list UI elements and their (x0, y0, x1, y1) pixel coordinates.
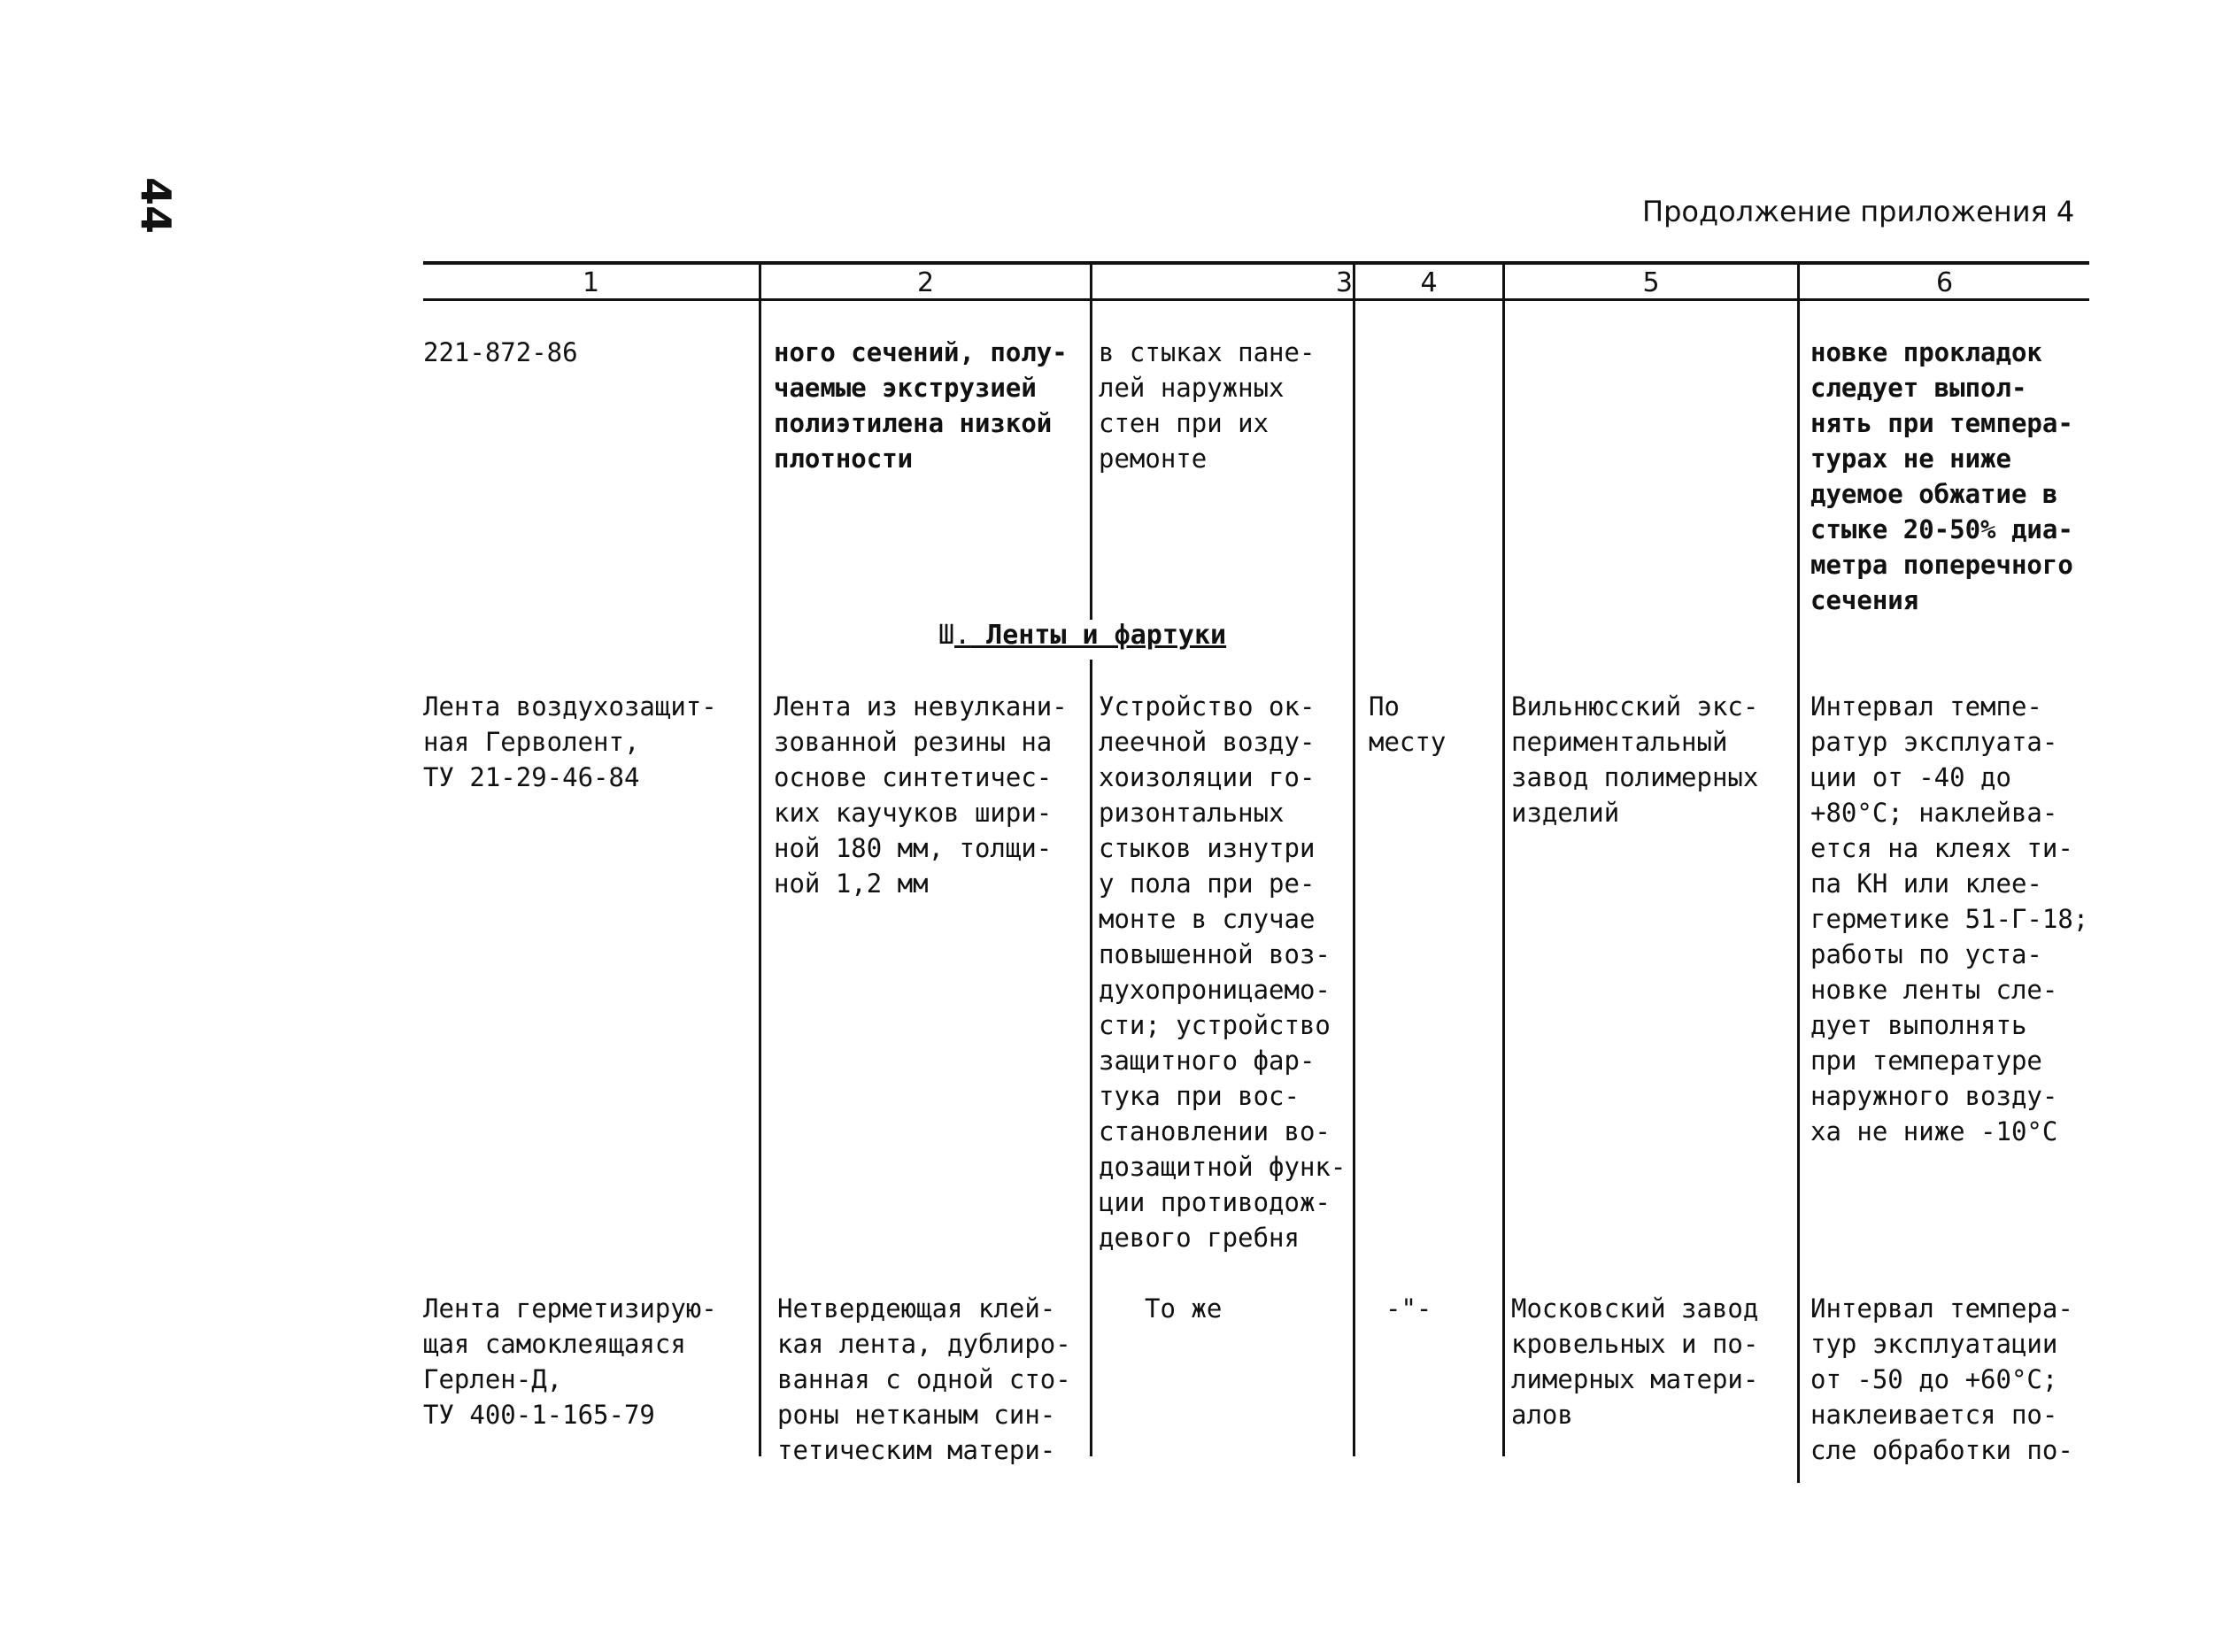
page-number: 44 (132, 177, 180, 235)
table-cell: Нетвердеющая клей- кая лента, дублиро- ванная с одной сто- роны нетканым син- тетическим матери- (777, 1293, 1071, 1465)
table-top-rule (423, 261, 2089, 265)
column-number-2: 2 (916, 267, 935, 298)
column-number-5: 5 (1642, 267, 1660, 298)
table-cell: Лента герметизирую- щая самоклеящаяся Герлен-Д, ТУ 400-1-165-79 (423, 1293, 717, 1430)
table-cell: Устройство ок- леечной возду- хоизоляции го- ризонтальных стыков изнутри у пола при ре- монте в случае повышенной воз- духопроницаемо- сти; устройство защитного фар- тука при вос- становлении во- дозащитной функ- ции противодож- девого гребня (1099, 691, 1347, 1253)
table-cell: Московский завод кровельных и по- лимерных матери- алов (1511, 1293, 1759, 1430)
column-number-6: 6 (1935, 267, 1954, 298)
table-cell: Лента воздухозащит- ная Герволент, ТУ 21-29-46-84 (423, 691, 717, 792)
table-cell: 221-872-86 (423, 337, 578, 367)
section-title: Ленты и фартуки (970, 620, 1227, 651)
column-number-1: 1 (582, 267, 600, 298)
column-number-4: 4 (1420, 267, 1438, 298)
column-divider (759, 655, 761, 1456)
column-divider (1502, 261, 1505, 1456)
table-cell: Лента из невулкани- зованной резины на основе синтетичес- ких каучуков шири- ной 180 мм, толщи- ной 1,2 мм (774, 691, 1068, 899)
table-cell: Интервал темпера- тур эксплуатации от -50 до +60°С; наклеивается по- сле обработки по- (1810, 1293, 2073, 1465)
section-heading (938, 618, 1226, 653)
table-cell: По месту (1369, 691, 1447, 757)
table-cell: ного сечений, полу- чаемые экструзией полиэтилена низкой плотности (774, 337, 1068, 474)
continuation-label: Продолжение приложения 4 (1642, 195, 2075, 228)
section-numeral: Ш (938, 620, 955, 651)
table-cell: в стыках пане- лей наружных стен при их ремонте (1099, 337, 1316, 474)
section-sep: . (954, 620, 971, 651)
table-cell: Интервал темпе- ратур эксплуата- ции от -40 до +80°С; наклейва- ется на клеях ти- па КН или клее- герметике 51-Г-18; работы по уста- новке ленты сле- дует выполнять при температуре наружного возду- ха не ниже -10°С (1810, 691, 2089, 1146)
table-cell: Вильнюсский экс- периментальный завод полимерных изделий (1511, 691, 1759, 828)
table-cell: новке прокладок следует выпол- нять при темпера- турах не ниже дуемое обжатие в стыке 20-50% диа- метра поперечного сечения (1810, 337, 2073, 615)
table-cell: -"- (1385, 1293, 1432, 1324)
column-number-3: 3 (1335, 267, 1353, 298)
table-cell: То же (1145, 1293, 1223, 1324)
